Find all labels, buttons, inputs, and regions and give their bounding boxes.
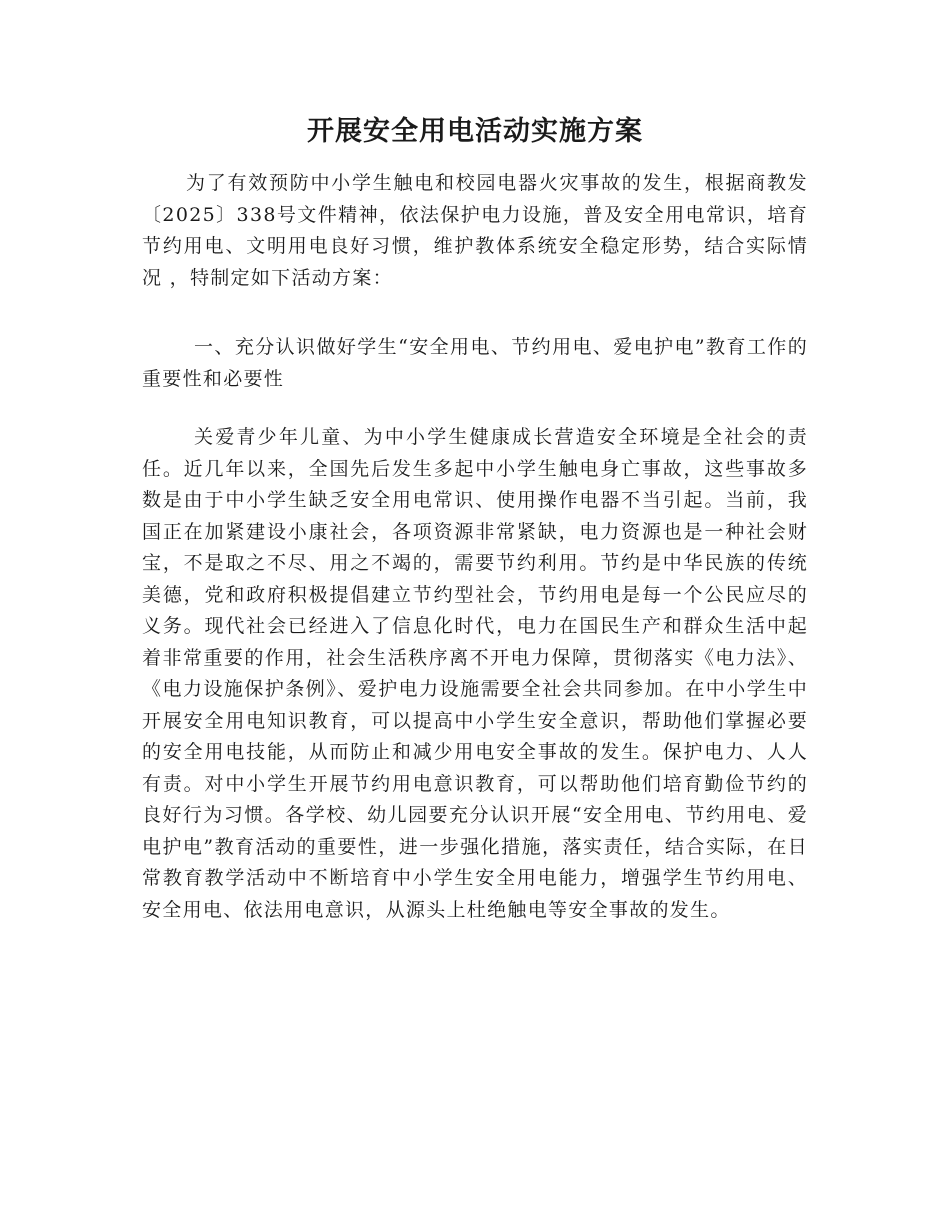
section-heading: 一、充分认识做好学生“安全用电、节约用电、爱电护电”教育工作的重要性和必要性 — [142, 336, 808, 390]
document-title: 开展安全用电活动实施方案 — [307, 116, 643, 147]
body-paragraph: 关爱青少年儿童、为中小学生健康成长营造安全环境是全社会的责任。近几年以来，全国先后发生多起中小学生触电身亡事故，这些事故多数是由于中小学生缺乏安全用电常识、使用操作电器不当引起。当前，我国正在加紧建设小康社会，各项资源非常紧缺，电力资源也是一种社会财宝，不是取之不尽、用之不竭的，需要节约利用。节约是中华民族的传统美德，党和政府积极提倡建立节约型社会，节约用电是每一个公民应尽的义务。现代社会已经进入了信息化时代，电力在国民生产和群众生活中起着非常重要的作用，社会生活秩序离不开电力保障，贯彻落实《电力法》、《电力设施保护条例》、爱护电力设施需要全社会共同参加。在中小学生中开展安全用电知识教育，可以提高中小学生安全意识，帮助他们掌握必要的安全用电技能，从而防止和减少用电安全事故的发生。保护电力、人人有责。对中小学生开展节约用电意识教育，可以帮助他们培育勤俭节约的良好行为习惯。各学校、幼儿园要充分认识开展“安全用电、节约用电、爱电护电”教育活动的重要性，进一步强化措施，落实责任，结合实际，在日常教育教学活动中不断培育中小学生安全用电能力，增强学生节约用电、安全用电、依法用电意识，从源头上杜绝触电等安全事故的发生。 — [142, 426, 808, 921]
intro-paragraph: 为了有效预防中小学生触电和校园电器火灾事故的发生，根据商教发〔2025〕338号文件精神，依法保护电力设施，普及安全用电常识，培育节约用电、文明用电良好习惯，维护教体系统安全稳定形势，结合实际情况 ，特制定如下活动方案： — [142, 172, 808, 289]
